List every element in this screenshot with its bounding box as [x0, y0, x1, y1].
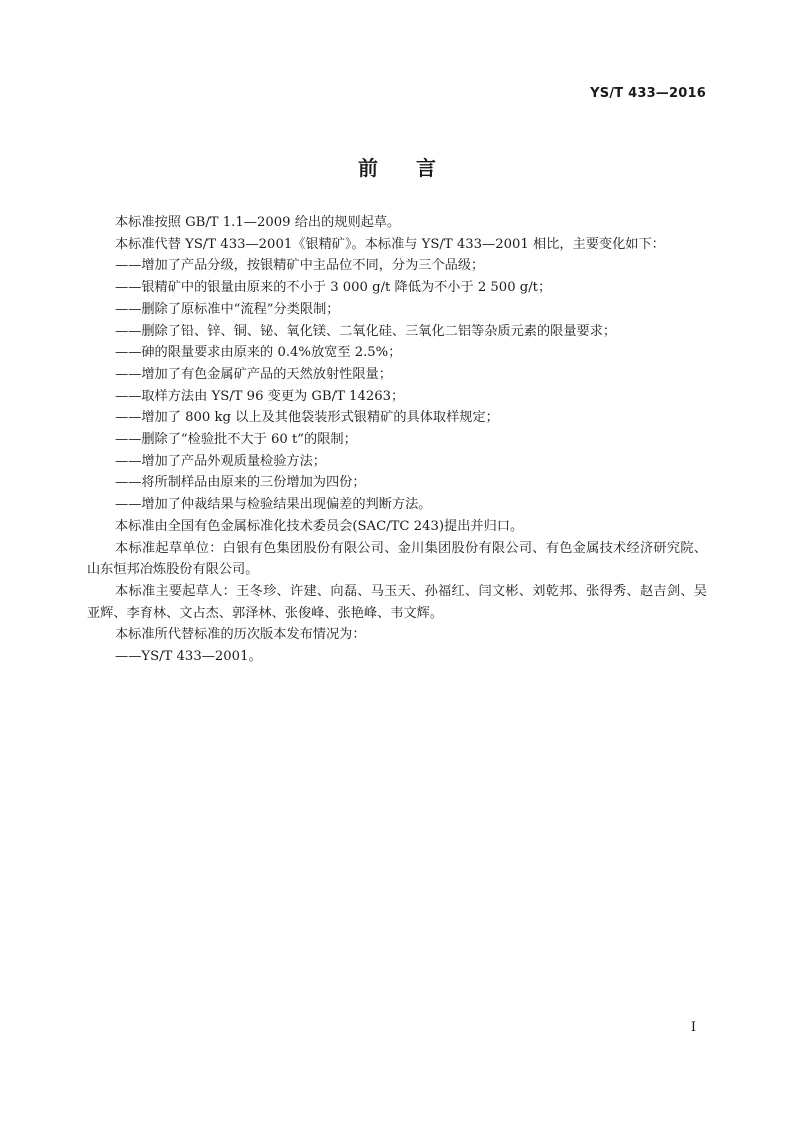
page-number: I: [690, 1020, 696, 1035]
history-intro-line: 本标准所代替标准的历次版本发布情况为：: [115, 627, 366, 643]
change-item: ——砷的限量要求由原来的 0.4%放宽至 2.5%；: [115, 345, 402, 361]
change-item: ——增加了仲裁结果与检验结果出现偏差的判断方法。: [115, 497, 432, 513]
history-item: ——YS/T 433—2001。: [115, 649, 262, 665]
proposed-by-line: 本标准由全国有色金属标准化技术委员会(SAC/TC 243)提出并归口。: [115, 518, 524, 534]
change-item: ——增加了产品分级，按银精矿中主品位不同，分为三个品级；: [115, 258, 485, 274]
change-item: ——删除了“检验批不大于 60 t”的限制；: [115, 432, 357, 448]
intro-line: 本标准按照 GB/T 1.1—2009 给出的规则起草。: [115, 215, 401, 230]
drafting-units-paragraph: 本标准起草单位：白银有色集团股份有限公司、金川集团股份有限公司、有色金属技术经济研究院、山东恒邦冶炼股份有限公司。: [87, 540, 707, 578]
page-title: 前言: [358, 156, 474, 180]
change-item: ——删除了铅、锌、铜、铋、氧化镁、二氧化硅、三氧化二铝等杂质元素的限量要求；: [115, 323, 617, 339]
change-item: ——将所制样品由原来的三份增加为四份；: [115, 475, 366, 491]
change-item: ——增加了有色金属矿产品的天然放射性限量；: [115, 366, 392, 382]
change-item: ——取样方法由 YS/T 96 变更为 GB/T 14263；: [115, 388, 405, 404]
change-item: ——银精矿中的银量由原来的不小于 3 000 g/t 降低为不小于 2 500 g/t；: [115, 280, 552, 296]
drafters-paragraph: 本标准主要起草人：王冬珍、许建、向磊、马玉天、孙福红、闫文彬、刘乾邦、张得秀、赵吉剑、吴亚辉、李育林、文占杰、郭泽林、张俊峰、张艳峰、韦文辉。: [87, 583, 707, 621]
change-item: ——删除了原标准中“流程”分类限制；: [115, 301, 340, 317]
change-item: ——增加了产品外观质量检验方法；: [115, 453, 326, 469]
foreword-body: [87, 212, 707, 668]
intro-line: 本标准代替 YS/T 433—2001《银精矿》。本标准与 YS/T 433—2001 相比，主要变化如下：: [115, 236, 665, 252]
standard-code: YS/T 433—2016: [590, 86, 706, 101]
change-item: ——增加了 800 kg 以上及其他袋装形式银精矿的具体取样规定；: [115, 410, 499, 426]
